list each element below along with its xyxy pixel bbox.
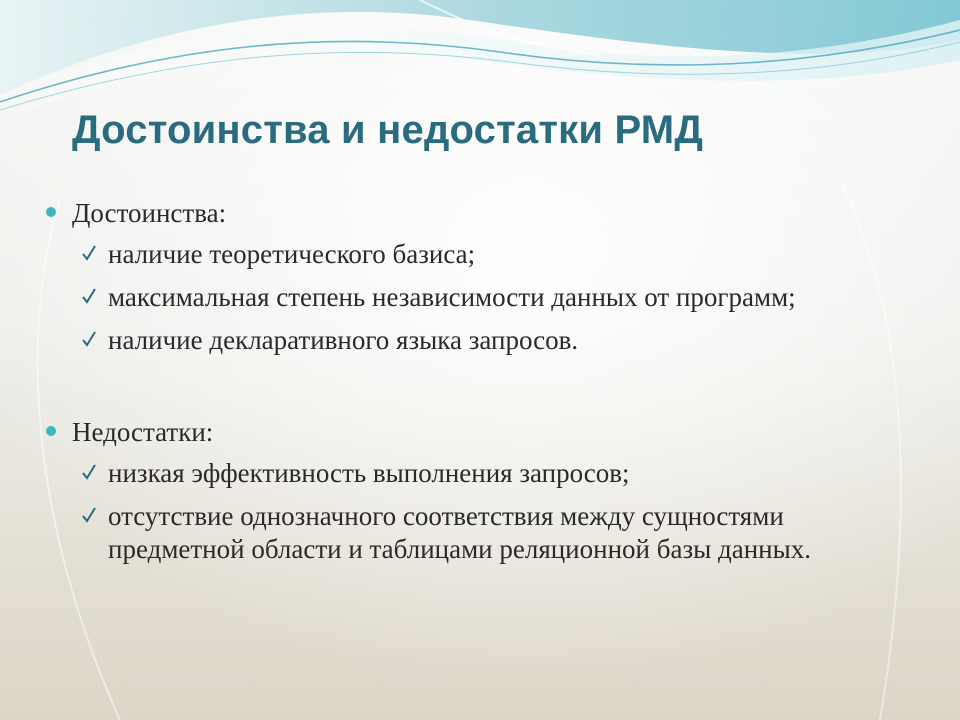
list-item: [82, 281, 926, 314]
list-item: [82, 238, 926, 271]
checkmark-icon: [82, 287, 96, 305]
checkmark-icon: [82, 506, 96, 524]
slide-content: [46, 196, 926, 576]
list-item: [82, 457, 926, 490]
checkmark-icon: [82, 463, 96, 481]
list-item-text: наличие декларативного языка запросов.: [108, 325, 579, 355]
disadvantages-list: [82, 457, 926, 566]
slide-title: Достоинства и недостатки РМД: [72, 108, 704, 152]
section-heading-row: [46, 196, 926, 230]
section-disadvantages: [46, 415, 926, 566]
section-heading: Недостатки:: [72, 417, 214, 447]
round-dot-icon: [46, 426, 56, 436]
checkmark-icon: [82, 330, 96, 348]
list-item-text: отсутствие однозначного соответствия между сущностями предметной области и таблицами реляционной базы данных.: [108, 501, 812, 564]
list-item-text: низкая эффективность выполнения запросов;: [108, 458, 630, 488]
checkmark-icon: [82, 244, 96, 262]
section-advantages: [46, 196, 926, 357]
advantages-list: [82, 238, 926, 357]
list-item: [82, 324, 926, 357]
section-heading: Достоинства:: [72, 198, 227, 228]
list-item-text: наличие теоретического базиса;: [108, 239, 476, 269]
list-item-text: максимальная степень независимости данных от программ;: [108, 282, 796, 312]
section-heading-row: [46, 415, 926, 449]
list-item: [82, 500, 926, 566]
round-dot-icon: [46, 207, 56, 217]
